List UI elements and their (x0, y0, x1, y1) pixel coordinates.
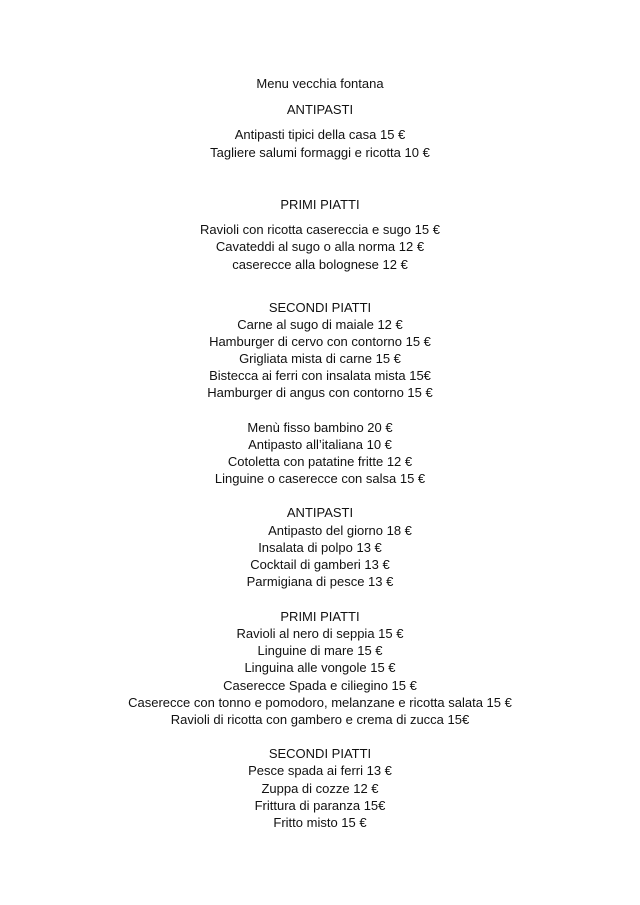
menu-item: Fritto misto 15 € (273, 815, 367, 830)
menu-item: Antipasto del giorno 18 € (268, 523, 412, 538)
menu-item: Antipasti tipici della casa 15 € (234, 127, 406, 142)
menu-item: Linguina alle vongole 15 € (244, 660, 396, 675)
section-heading: PRIMI PIATTI (280, 197, 360, 212)
menu-item: Parmigiana di pesce 13 € (246, 574, 394, 589)
menu-item: Insalata di polpo 13 € (258, 540, 382, 555)
menu-item: Menù fisso bambino 20 € (247, 420, 393, 435)
section-heading: PRIMI PIATTI (280, 609, 360, 624)
section-heading: SECONDI PIATTI (268, 746, 372, 761)
menu-item: Caserecce Spada e ciliegino 15 € (223, 678, 417, 693)
menu-item: Caserecce con tonno e pomodoro, melanzane e ricotta salata 15 € (128, 695, 512, 710)
section-heading: SECONDI PIATTI (268, 300, 372, 315)
menu-item: Linguine o caserecce con salsa 15 € (214, 471, 426, 486)
menu-item: Cavateddi al sugo o alla norma 12 € (215, 239, 425, 254)
menu-item: Hamburger di angus con contorno 15 € (207, 385, 433, 400)
menu-item: Tagliere salumi formaggi e ricotta 10 € (210, 145, 430, 160)
menu-item: Linguine di mare 15 € (257, 643, 383, 658)
section-heading: ANTIPASTI (286, 505, 354, 520)
menu-item: Grigliata mista di carne 15 € (239, 351, 401, 366)
menu-item: Cocktail di gamberi 13 € (250, 557, 390, 572)
menu-item: Ravioli di ricotta con gambero e crema di zucca 15€ (170, 712, 470, 727)
menu-item: Zuppa di cozze 12 € (261, 781, 379, 796)
menu-item: Bistecca ai ferri con insalata mista 15€ (209, 368, 431, 383)
menu-item: caserecce alla bolognese 12 € (232, 257, 408, 272)
menu-item: Ravioli al nero di seppia 15 € (236, 626, 404, 641)
menu-title: Menu vecchia fontana (256, 76, 384, 91)
menu-item: Pesce spada ai ferri 13 € (248, 763, 392, 778)
section-heading: ANTIPASTI (286, 102, 354, 117)
menu-item: Cotoletta con patatine fritte 12 € (227, 454, 413, 469)
menu-item: Hamburger di cervo con contorno 15 € (209, 334, 431, 349)
menu-item: Antipasto all’italiana 10 € (248, 437, 392, 452)
menu-item: Frittura di paranza 15€ (254, 798, 386, 813)
menu-item: Ravioli con ricotta casereccia e sugo 15 € (200, 222, 440, 237)
menu-item: Carne al sugo di maiale 12 € (237, 317, 403, 332)
